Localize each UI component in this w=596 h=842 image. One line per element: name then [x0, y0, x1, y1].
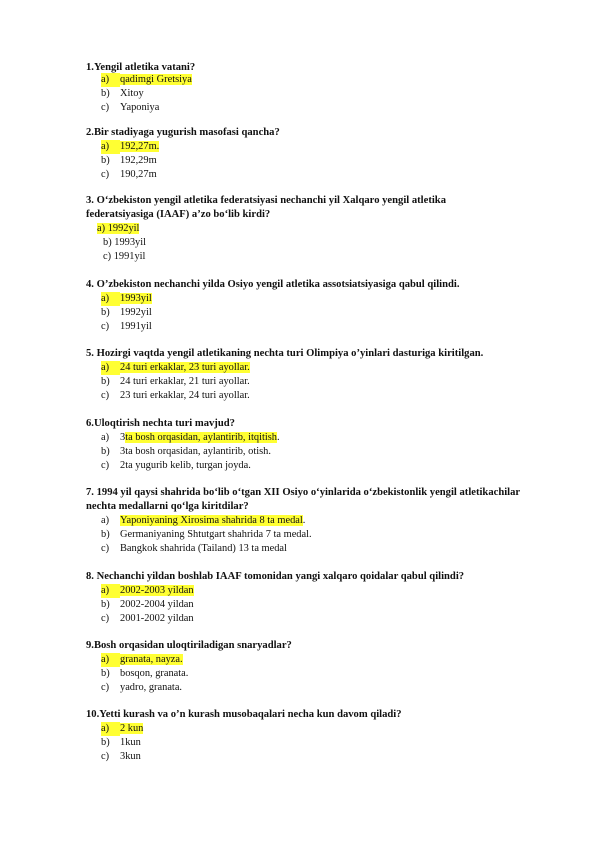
option-5a: a) 24 turi erkaklar, 23 turi ayollar.	[101, 362, 250, 373]
option-1c: c) Yaponiya	[101, 102, 160, 113]
question-2: 2.Bir stadiyaga yugurish masofasi qancha?	[86, 127, 280, 138]
option-5b: b) 24 turi erkaklar, 21 turi ayollar.	[101, 376, 250, 387]
option-10c: c) 3kun	[101, 751, 141, 762]
question-3: 3. O‘zbekiston yengil atletika federatsiyasi nechanchi yil Xalqaro yengil atletika federatsiyasiga (IAAF) a’zo bo‘lib kirdi?	[86, 195, 446, 221]
option-5c: c) 23 turi erkaklar, 24 turi ayollar.	[101, 390, 250, 401]
option-2c: c) 190,27m	[101, 169, 157, 180]
option-7b: b) Germaniyaning Shtutgart shahrida 7 ta medal.	[101, 529, 312, 540]
option-6c: c) 2ta yugurib kelib, turgan joyda.	[101, 460, 251, 471]
option-4c: c) 1991yil	[101, 321, 152, 332]
question-9: 9.Bosh orqasidan uloqtiriladigan snaryadlar?	[86, 640, 292, 651]
option-2b: b) 192,29m	[101, 155, 157, 166]
option-4b: b) 1992yil	[101, 307, 152, 318]
question-1: 1.Yengil atletika vatani?	[86, 62, 196, 73]
option-3c: c) 1991yil	[103, 251, 146, 262]
option-6a: a) 3ta bosh orqasidan, aylantirib, itqitish.	[101, 432, 280, 443]
option-8a: a) 2002-2003 yildan	[101, 585, 194, 596]
option-9b: b) bosqon, granata.	[101, 668, 189, 679]
option-2a: a) 192,27m.	[101, 141, 160, 152]
option-1b: b) Xitoy	[101, 88, 144, 99]
option-1a: a) qadimgi Gretsiya	[101, 74, 192, 85]
question-7: 7. 1994 yil qaysi shahrida bo‘lib o‘tgan XII Osiyo o‘yinlarida o‘zbekistonlik yengil atletikachilar nechta medallarni qo‘lga kiritdilar?	[86, 487, 520, 513]
option-3b: b) 1993yil	[103, 237, 147, 248]
option-7c: c) Bangkok shahrida (Tailand) 13 ta medal	[101, 543, 287, 554]
question-5: 5. Hozirgi vaqtda yengil atletikaning nechta turi Olimpiya o’yinlari dasturiga kiritilgan.	[86, 348, 484, 359]
option-4a: a) 1993yil	[101, 293, 152, 304]
option-9c: c) yadro, granata.	[101, 682, 183, 693]
option-10b: b) 1kun	[101, 737, 141, 748]
option-6b: b) 3ta bosh orqasidan, aylantirib, otish.	[101, 446, 271, 457]
option-8b: b) 2002-2004 yildan	[101, 599, 194, 610]
option-9a: a) granata, nayza.	[101, 654, 183, 665]
question-10: 10.Yetti kurash va o’n kurash musobaqalari necha kun davom qiladi?	[86, 709, 402, 720]
option-10a: a) 2 kun	[101, 723, 144, 734]
question-8: 8. Nechanchi yildan boshlab IAAF tomonidan yangi xalqaro qoidalar qabul qilindi?	[86, 571, 465, 582]
question-4: 4. O’zbekiston nechanchi yilda Osiyo yengil atletika assotsiatsiyasiga qabul qilindi.	[86, 279, 460, 290]
option-7a: a) Yaponiyaning Xirosima shahrida 8 ta medal.	[101, 515, 306, 526]
option-8c: c) 2001-2002 yildan	[101, 613, 194, 624]
option-3a: a) 1992yil	[97, 223, 140, 234]
question-6: 6.Uloqtirish nechta turi mavjud?	[86, 418, 235, 429]
